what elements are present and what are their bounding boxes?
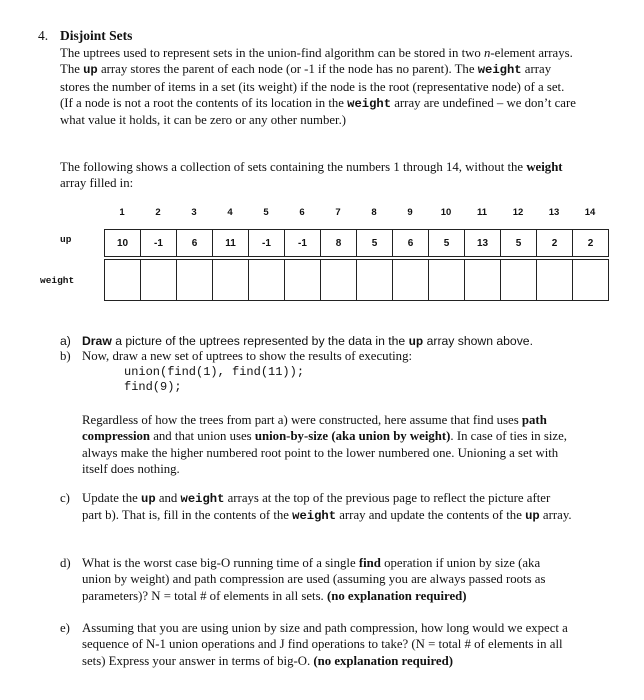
part-b-text: Now, draw a new set of uptrees to show the results of executing: <box>82 349 413 363</box>
table-intro: The following shows a collection of sets containing the numbers 1 through 14, without the weight array filled in: <box>60 160 563 191</box>
index-header: 4 <box>227 207 233 218</box>
part-c-label: c) <box>60 491 70 505</box>
part-d-label: d) <box>60 556 71 570</box>
weight-cell[interactable] <box>212 259 249 301</box>
up-cell[interactable]: 6 <box>176 229 213 257</box>
up-row-label: up <box>60 234 72 245</box>
index-header: 2 <box>155 207 161 218</box>
index-header: 6 <box>299 207 305 218</box>
weight-cell[interactable] <box>320 259 357 301</box>
index-header: 3 <box>191 207 197 218</box>
code-line-2: find(9); <box>124 380 182 394</box>
weight-cell[interactable] <box>248 259 285 301</box>
part-a-label: a) <box>60 334 71 348</box>
up-cell[interactable]: 10 <box>104 229 141 257</box>
weight-cell[interactable] <box>464 259 501 301</box>
weight-cell[interactable] <box>392 259 429 301</box>
up-cell[interactable]: 5 <box>428 229 465 257</box>
up-cell[interactable]: 2 <box>572 229 609 257</box>
intro-paragraph: The uptrees used to represent sets in the union-find algorithm can be stored in two n-element arrays. The up array stores the parent of each node (or -1 if the node has no parent). The weight array stores the number of items in a set (its weight) if the node is the root (representative node) of a set. (If a node is not a root the contents of its location in the weight array are undefined – we don’t care what value it holds, it can be zero or any other number.) <box>60 46 576 128</box>
weight-cell[interactable] <box>428 259 465 301</box>
weight-cell[interactable] <box>284 259 321 301</box>
up-cell[interactable]: 5 <box>356 229 393 257</box>
weight-cell[interactable] <box>176 259 213 301</box>
part-d-text: What is the worst case big-O running time of a single find operation if union by size (aka union by weight) and path compression are used (assuming you are always passed roots as parameters)? N = total # of elements in all sets. (no explanation required) <box>82 556 546 603</box>
up-cell[interactable]: 11 <box>212 229 249 257</box>
up-cell[interactable]: -1 <box>284 229 321 257</box>
index-header: 11 <box>476 207 488 218</box>
part-e-text: Assuming that you are using union by size and path compression, how long would we expect a sequence of N-1 union operations and J find operations to take? (N = total # of elements in all sets) Express your answer in terms of big-O. (no explanation required) <box>82 621 568 668</box>
index-header: 13 <box>548 207 560 218</box>
index-header: 8 <box>371 207 377 218</box>
part-b-label: b) <box>60 349 71 363</box>
part-b-note: Regardless of how the trees from part a) were constructed, here assume that find uses path compression and that union uses union-by-size (aka union by weight). In case of ties in size, always make the higher numbered root point to the lower numbered one. Unioning a set with itself does nothing. <box>82 413 567 476</box>
up-cell[interactable]: 13 <box>464 229 501 257</box>
index-header: 14 <box>584 207 596 218</box>
up-cell[interactable]: -1 <box>248 229 285 257</box>
part-a-text: Draw a picture of the uptrees represented by the data in the up array shown above. <box>82 334 533 349</box>
weight-cell[interactable] <box>104 259 141 301</box>
part-e-label: e) <box>60 621 70 635</box>
weight-cell[interactable] <box>536 259 573 301</box>
index-header: 1 <box>119 207 125 218</box>
index-header: 7 <box>335 207 341 218</box>
weight-cell[interactable] <box>140 259 177 301</box>
weight-cell[interactable] <box>572 259 609 301</box>
index-header: 12 <box>512 207 524 218</box>
question-number: 4. <box>38 28 49 43</box>
question-heading <box>38 28 132 44</box>
up-cell[interactable]: 5 <box>500 229 537 257</box>
weight-cell[interactable] <box>500 259 537 301</box>
index-header: 9 <box>407 207 413 218</box>
up-cell[interactable]: -1 <box>140 229 177 257</box>
question-title: Disjoint Sets <box>60 28 133 43</box>
weight-row-label: weight <box>40 275 75 286</box>
code-line-1: union(find(1), find(11)); <box>124 365 305 379</box>
index-header: 5 <box>263 207 269 218</box>
part-c-text: Update the up and weight arrays at the top of the previous page to reflect the picture after part b). That is, fill in the contents of the weight array and update the contents of the up array. <box>82 491 572 524</box>
weight-cell[interactable] <box>356 259 393 301</box>
up-cell[interactable]: 8 <box>320 229 357 257</box>
up-cell[interactable]: 2 <box>536 229 573 257</box>
index-header: 10 <box>440 207 452 218</box>
up-cell[interactable]: 6 <box>392 229 429 257</box>
